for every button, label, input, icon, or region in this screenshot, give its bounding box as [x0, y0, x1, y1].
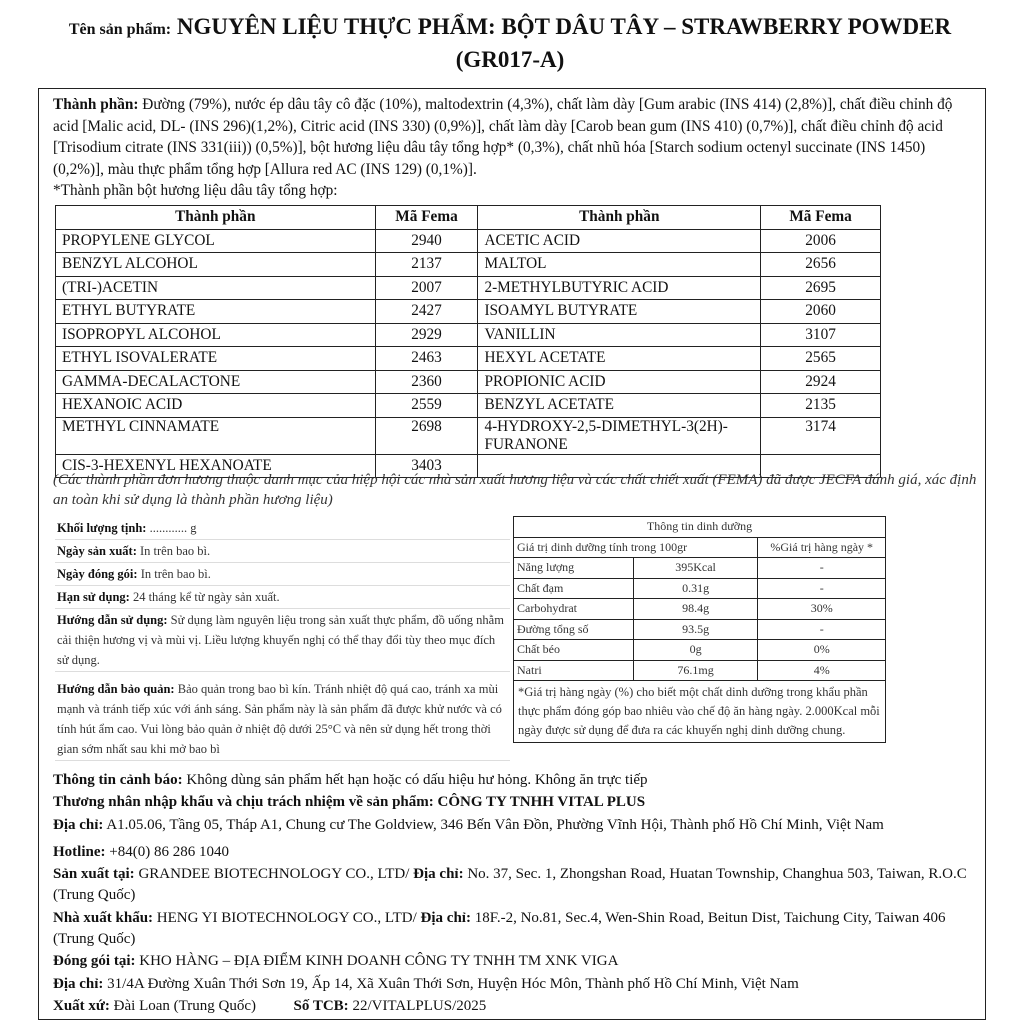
- nutrient-daily-value: -: [758, 619, 886, 640]
- fema-code: 2698: [375, 417, 478, 454]
- footer-line: [53, 792, 983, 813]
- table-row: [56, 253, 881, 277]
- nutrient-amount: 98.4g: [633, 599, 758, 620]
- ingredient-name: HEXYL ACETATE: [478, 347, 761, 371]
- ingredient-name: METHYL CINNAMATE: [56, 417, 376, 454]
- nutrition-header-right: %Giá trị hàng ngày *: [758, 537, 886, 558]
- col-header: Thành phần: [478, 206, 761, 230]
- footer-value: GRANDEE BIOTECHNOLOGY CO., LTD/: [134, 866, 414, 883]
- footer-value: No. 37, Sec. 1, Zhongshan Road, Huatan Township, Changhua 503, Taiwan, R.O.C (Trung Quốc): [53, 866, 967, 904]
- fema-code: 3403: [375, 454, 478, 478]
- nutrient-daily-value: -: [758, 578, 886, 599]
- nutrition-row: [514, 599, 886, 620]
- fema-code: 2656: [761, 253, 881, 277]
- table-row: [56, 323, 881, 347]
- info-label: Hạn sử dụng:: [57, 590, 130, 604]
- nutrient-amount: 93.5g: [633, 619, 758, 640]
- ingredient-name: HEXANOIC ACID: [56, 394, 376, 418]
- table-row: [56, 347, 881, 371]
- ingredient-name: PROPIONIC ACID: [478, 370, 761, 394]
- fema-code: 2360: [375, 370, 478, 394]
- table-row: [56, 394, 881, 418]
- footer-line: [53, 815, 983, 836]
- fema-code: 3174: [761, 417, 881, 454]
- footer-line: [53, 974, 983, 995]
- footer-value: +84(0) 86 286 1040: [105, 843, 229, 860]
- fema-code: 2559: [375, 394, 478, 418]
- footer-label: Sản xuất tại:: [53, 866, 135, 883]
- flavor-heading: *Thành phần bột hương liệu dâu tây tổng hợp:: [53, 182, 338, 199]
- info-label: Hướng dẫn bảo quản:: [57, 682, 175, 696]
- footer-label: Hotline:: [53, 843, 106, 860]
- fema-code: 2565: [761, 347, 881, 371]
- footer-value: 18F.-2, No.81, Sec.4, Wen-Shin Road, Beitun Dist, Taichung City, Taiwan 406 (Trung Quốc): [53, 909, 946, 948]
- nutrient-amount: 0g: [633, 640, 758, 661]
- info-value: In trên bao bì.: [136, 544, 211, 558]
- product-title: [60, 12, 960, 75]
- nutrient-amount: 76.1mg: [633, 660, 758, 681]
- footer-value: Không dùng sản phẩm hết hạn hoặc có dấu hiệu hư hỏng. Không ăn trực tiếp: [182, 772, 648, 788]
- footer-label: Địa chỉ:: [53, 975, 104, 992]
- fema-note: (Các thành phần đơn hương thuộc danh mục của hiệp hội các nhà sản xuất hương liệu và các chất chiết xuất (FEMA) đã được JECFA đánh giá, xác định an toàn khi sử dụng là thành phần hương liệu): [53, 472, 977, 508]
- nutrition-footnote: *Giá trị hàng ngày (%) cho biết một chất dinh dưỡng trong khẩu phần thực phẩm đóng góp bao nhiêu vào chế độ ăn hàng ngày. 2.000Kcal mỗi ngày được sử dụng để đưa ra các khuyến nghị dinh dưỡng chung.: [514, 681, 886, 743]
- ingredient-name: VANILLIN: [478, 323, 761, 347]
- table-row: [56, 229, 881, 253]
- footer-info: [53, 770, 983, 1018]
- ingredient-name: BENZYL ALCOHOL: [56, 253, 376, 277]
- footer-line: [53, 864, 983, 907]
- info-value: 24 tháng kể từ ngày sản xuất.: [129, 590, 280, 604]
- info-row: [55, 540, 510, 563]
- ingredient-name: (TRI-)ACETIN: [56, 276, 376, 300]
- ingredient-name: MALTOL: [478, 253, 761, 277]
- ingredient-name: PROPYLENE GLYCOL: [56, 229, 376, 253]
- info-value: ............ g: [146, 521, 197, 535]
- product-info: [55, 517, 510, 761]
- footer-label: Thông tin cảnh báo:: [53, 772, 183, 788]
- table-row: [56, 370, 881, 394]
- fema-code: 2137: [375, 253, 478, 277]
- fema-code: 2007: [375, 276, 478, 300]
- ingredients-text: Đường (79%), nước ép dâu tây cô đặc (10%), maltodextrin (4,3%), chất làm dày [Gum arabic (INS 414) (2,8%)], chất điều chỉnh độ acid [Malic acid, DL- (INS 296)(1,2%), Citric acid (INS 330) (0,9%)], chất làm dày [Carob bean gum (INS 410) (0,7%)], chất điều chỉnh độ acid [Trisodium citrate (INS 331(iii)) (0,5%)], bột hương liệu dâu tây tổng hợp* (0,3%), chất nhũ hóa [Starch sodium octenyl succinate (INS 1450) (0,2%)], màu thực phẩm tổng hợp [Allura red AC (INS 129) (0,1%)].: [53, 96, 953, 178]
- info-row: [55, 678, 510, 761]
- nutrient-name: Đường tổng số: [514, 619, 634, 640]
- footer-value: Đài Loan (Trung Quốc): [109, 997, 294, 1014]
- ingredient-name: BENZYL ACETATE: [478, 394, 761, 418]
- footer-label: Đóng gói tại:: [53, 953, 136, 970]
- nutrient-name: Năng lượng: [514, 558, 634, 579]
- footer-value: A1.05.06, Tầng 05, Tháp A1, Chung cư The Goldview, 346 Bến Vân Đồn, Phường Vĩnh Hội, Thành phố Hồ Chí Minh, Việt Nam: [103, 816, 884, 833]
- info-label: Ngày đóng gói:: [57, 567, 138, 581]
- col-header: Mã Fema: [761, 206, 881, 230]
- ingredient-name: ETHYL BUTYRATE: [56, 300, 376, 324]
- footer-label: Địa chỉ:: [53, 816, 104, 833]
- nutrition-table: [513, 516, 886, 743]
- nutrient-amount: 395Kcal: [633, 558, 758, 579]
- info-row: [55, 609, 510, 672]
- footer-line: [53, 908, 983, 951]
- footer-value: 22/VITALPLUS/2025: [348, 997, 487, 1014]
- fema-code: 3107: [761, 323, 881, 347]
- nutrient-name: Chất béo: [514, 640, 634, 661]
- fema-code: 2427: [375, 300, 478, 324]
- info-value: Bảo quản trong bao bì kín. Tránh nhiệt độ quá cao, tránh xa mùi mạnh và tránh tiếp xúc với ánh sáng. Sản phẩm này là sản phẩm đã được khử nước và có tính hút ẩm cao. Vui lòng bảo quản ở nhiệt độ dưới 25°C và nên sử dụng hết trong thời gian sớm nhất sau khi mở bao bì: [57, 682, 502, 756]
- footer-label: Địa chỉ:: [420, 909, 471, 926]
- nutrition-row: [514, 660, 886, 681]
- nutrient-daily-value: 4%: [758, 660, 886, 681]
- footer-label: Địa chỉ:: [413, 866, 464, 883]
- nutrition-row: [514, 578, 886, 599]
- nutrient-name: Carbohydrat: [514, 599, 634, 620]
- fema-code: 2695: [761, 276, 881, 300]
- info-label: Ngày sản xuất:: [57, 544, 137, 558]
- table-row: [56, 276, 881, 300]
- nutrient-amount: 0.31g: [633, 578, 758, 599]
- footer-label: Xuất xứ:: [53, 997, 110, 1014]
- nutrient-daily-value: -: [758, 558, 886, 579]
- table-row: [56, 417, 881, 454]
- footer-label: Số TCB:: [293, 997, 349, 1014]
- nutrition-row: [514, 619, 886, 640]
- nutrition-row: [514, 640, 886, 661]
- info-value: In trên bao bì.: [137, 567, 211, 581]
- fema-code: 2135: [761, 394, 881, 418]
- ingredient-name: 2-METHYLBUTYRIC ACID: [478, 276, 761, 300]
- nutrient-name: Natri: [514, 660, 634, 681]
- fema-code: 2924: [761, 370, 881, 394]
- info-label: Hướng dẫn sử dụng:: [57, 613, 168, 627]
- footer-value: KHO HÀNG – ĐỊA ĐIỂM KINH DOANH CÔNG TY TNHH TM XNK VIGA: [135, 953, 619, 970]
- table-row: [56, 300, 881, 324]
- fema-code: 2006: [761, 229, 881, 253]
- fema-code: 2940: [375, 229, 478, 253]
- nutrition-title: Thông tin dinh dưỡng: [514, 517, 886, 538]
- nutrient-name: Chất đạm: [514, 578, 634, 599]
- footer-line: [53, 951, 983, 972]
- ingredient-name: ETHYL ISOVALERATE: [56, 347, 376, 371]
- info-row: [55, 563, 510, 586]
- footer-label: Nhà xuất khẩu:: [53, 909, 154, 926]
- ingredient-name: CIS-3-HEXENYL HEXANOATE: [56, 454, 376, 478]
- nutrient-daily-value: 0%: [758, 640, 886, 661]
- footer-value: 31/4A Đường Xuân Thới Sơn 19, Ấp 14, Xã Xuân Thới Sơn, Huyện Hóc Môn, Thành phố Hồ Chí Minh, Việt Nam: [103, 975, 799, 992]
- ingredient-name: GAMMA-DECALACTONE: [56, 370, 376, 394]
- ingredients-label: Thành phần:: [53, 96, 139, 113]
- product-name: NGUYÊN LIỆU THỰC PHẨM: BỘT DÂU TÂY – STRAWBERRY POWDER (GR017-A): [176, 14, 952, 72]
- col-header: Mã Fema: [375, 206, 478, 230]
- fema-code: 2463: [375, 347, 478, 371]
- info-row: [55, 517, 510, 540]
- fema-code: 2060: [761, 300, 881, 324]
- ingredients: [53, 94, 978, 202]
- footer-line: [53, 770, 983, 791]
- info-value: Sử dụng làm nguyên liệu trong sản xuất thực phẩm, đồ uống nhằm cải thiện hương vị và mùi vị. Liều lượng khuyến nghị có thể thay đổi tùy theo mục đích sử dụng.: [57, 613, 504, 667]
- footer-line: [53, 996, 983, 1017]
- footer-line: [53, 842, 983, 863]
- footer-value: HENG YI BIOTECHNOLOGY CO., LTD/: [153, 909, 421, 926]
- ingredient-name: ISOPROPYL ALCOHOL: [56, 323, 376, 347]
- ingredient-name: 4-HYDROXY-2,5-DIMETHYL-3(2H)-FURANONE: [478, 417, 761, 454]
- ingredient-name: ACETIC ACID: [478, 229, 761, 253]
- col-header: Thành phần: [56, 206, 376, 230]
- ingredient-name: ISOAMYL BUTYRATE: [478, 300, 761, 324]
- footer-label: Thương nhân nhập khẩu và chịu trách nhiệm về sản phẩm: CÔNG TY TNHH VITAL PLUS: [53, 794, 646, 811]
- nutrient-daily-value: 30%: [758, 599, 886, 620]
- info-label: Khối lượng tịnh:: [57, 521, 147, 535]
- nutrition-header-left: Giá trị dinh dưỡng tính trong 100gr: [514, 537, 758, 558]
- info-row: [55, 586, 510, 609]
- flavor-table: [55, 205, 881, 478]
- nutrition-row: [514, 558, 886, 579]
- product-title-label: Tên sản phẩm:: [68, 21, 172, 38]
- fema-code: 2929: [375, 323, 478, 347]
